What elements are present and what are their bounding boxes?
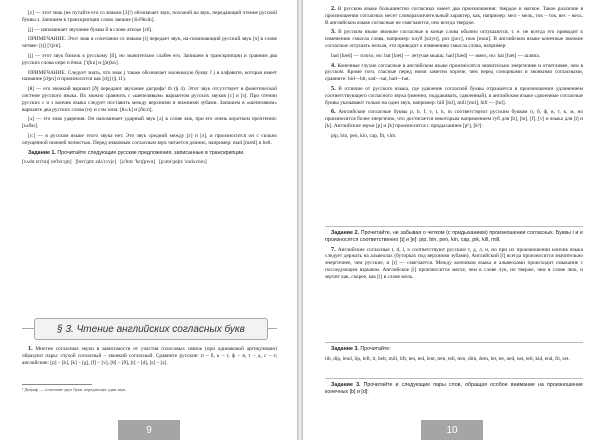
item-text: В русском языке звонкие согласные в конце слова обычно оглушаются, т. е. не всегда это приводит к изменению смысла слова, например: клуб [клуп], роз [рос], нож [нош]. В английском языке конечные звонкие согласные оглушать нельзя, это приводит к изменению смысла слова, например: [325,29,584,49]
paragraph: [j] — напоминает звучание буквы й в слове ателье [εtl]. [28,26,153,33]
page-number: 10 [421,420,483,440]
task-label: Задание 3. [331,382,361,388]
item-text: Конечные глухие согласные в английском языке произносятся значительно энергичнее и отчетливее, чем в русском. Кроме того, гласные перед ними заметно короче, чем перед сонорными и звонкими согласными, сравните: bid—bit, sad—sat, had—hat. [325,62,583,83]
footnote: ¹ Диграф — сочетание двух букв, передающее один звук. [22,387,127,392]
left-lower-text [22,346,277,369]
item-number: 3. [331,28,336,36]
numbered-paragraph [325,6,583,26]
divider [325,378,583,379]
right-task-block [325,382,583,399]
item-text: bad [bæd] — плохо, но: bat [bæt] — летучая мышь; had [hæd] — имел, но: hat [hæt] — шляпа. [331,52,541,59]
task-label: Задание 1. [28,149,56,156]
section-title: § 3. Чтение английских согласных букв [34,318,268,340]
transcription-line [22,159,277,166]
task-4 [325,382,583,396]
numbered-paragraph [22,346,277,366]
divider [325,342,583,343]
example-line [325,53,583,60]
task-text: Прочитайте и следующие пары слов, обращая особое внимание на произношение конечных [b] и [d]: [325,382,583,395]
item-number: 4. [331,61,336,69]
note-paragraph: ПРИМЕЧАНИЕ. Следует знать, что знак j также обозначает маленькую букву J j в алфавите, которая имеет название [dʒeɪ] и произносится как [dʒ] (§ 11). [22,69,277,83]
left-page [0,0,297,440]
paragraph: [ɛ:] — в русском языке этого звука нет. Это звук средний между [ɛ] и [э], и произносится он с сильно опущенной нижней челюстью. Перед знакомым согласным звук читается длинно, например: mad [mæd] и belt. [22,132,277,146]
item-text: Многие согласные звуки в зависимости от участия голосовых связок (при одинаковой артикуляции) образуют пары: глухой согласный – звонкий согласный. Сравните русские: п – б, к – г, ф – в, т – д, с – з; английские: [p] – [b], [k] – [g], [f] – [v], [θ] – [ð], [t] – [d], [s] – [z]. [22,346,277,366]
right-lower-text [325,230,583,284]
word-list: tib, dip, lend, lip, left, it, belt, mill, lift, ten, ted, lent, tem, tell, tem, dim, dem, let, tet, ned, net, tell, kid, end, fit, set. [325,355,570,362]
example-line [325,133,583,140]
section-header [22,318,277,340]
numbered-paragraph [325,63,583,83]
item-number: 7. [331,245,336,253]
page-number: 9 [118,420,180,440]
numbered-paragraph [325,109,583,129]
right-page [303,0,600,440]
left-page-text [22,10,277,169]
item-number: 5. [331,84,336,92]
transcription: [bɛrɪ'ɡɪtɛ zdʌ'rɔvjɛ] [75,159,117,166]
item-text: В русском языке большинство согласных имеет два произношения: твердое и мягкое. Такое различие в произношении согласных несет словоразличительный характер, как, например: мел – мель, ток – ток, вес – весь. В английском языке согласные не смягчаются, оно всегда твердое. [325,6,583,26]
item-text: Английские согласные буквы p, b, f, v, t, k, m соответствуют русским буквам п, б, ф, в, т, к, м, но произносятся более энергично, что достигается некоторым напряжением губ для [b], [m], [f], [v] и языка для [t] и [k]. Английские звуки [p] и [k] произносятся с придыханием [pʰ], [kʰ]: [325,109,583,129]
paragraph: [z] — этот знак (не путайте его со знаком [3]!) обозначает звук, похожий на звук, передающий чтение русской буквы з. Запишем в транскрипции слово заешие [з̆ɛǝ̆'θɛɑ̆n]. [22,10,277,23]
paragraph: [j] — этот звук близок к русскому [й], но значительно слабее его. Запишем в транскрипции и сравним два русских слова опре и ёнка: ['tʃkɒ] и [jɪtʃkɑ]. [22,52,277,66]
item-number: 1. [28,345,33,352]
right-task-block [325,346,583,366]
item-number: 2. [331,5,336,12]
item-text: В отличие от русского языка, где удвоение согласной буквы отражается в произношении удлинением соответствующего согласного звука (именно, поддакивать, сдвоенный), в английском языке сдвоенные согласные буквы указывают только на один звук, например: hill [hɪl], mill [mɪl], hill — [hɪl]. [325,85,583,106]
section-rule-right [268,328,277,329]
task-text: Прочитайте следующие русские предложения, записанные в транскрипции. [57,149,245,156]
task-label: Задание 2. [331,230,360,236]
task-1 [22,150,277,157]
transcription: [vʌdɑ ɛrɪ'tɑɪʃ nɐ'bʲɛ:ɡʊ] [22,159,72,166]
footnote-rule [22,384,92,385]
note-paragraph: ПРИМЕЧАНИЕ. Этот знак в сочетании со знаком [t] передает звук, на-поминающий русский звук [ч] в слове четвее: [tʃ] ['tʃɛtɪ]. [22,36,277,50]
numbered-paragraph [325,29,583,49]
transcription: [u'bɪtɛ 'bɛɪʃpɪvɑ] [120,159,156,166]
task-label: Задание 3. [331,346,359,352]
task-text: Прочитайте, не забывая о четком (с придыханием) произношении согласных. Буквы i и e произносятся соответственно [ɪ] и [e]: pip, bin, pen, kin, cap, pik, kill, mill. [325,230,583,243]
task-text: Прочитайте: [360,346,391,352]
divider [325,226,583,227]
task-2 [325,230,583,244]
section-rule-left [22,328,34,329]
paragraph: [θ] — его звонкий вариант [ð] передают звучание диграфа¹ th (§ 4). Этот звук отсутствует в фонетической системе русского языка. Их можно сравнить с «шепелявым» вариантом русских звуков [с] и [з]. При чтении русских с и з кончик языка следует поставить между верхними и нижними зубами. Запишем в «шепелявом» варианте два русских слова (ну и сэм зона: [θʌ:k] и [ðɒ:ɒ]. [22,86,277,113]
task-3 [325,346,583,353]
right-page-text [325,6,583,143]
item-text: Английские согласные t, d, l, n соответствуют русским т, д, л, н, но при их произношении кончик языка следует держать на альвеолах (буторках под верхними зубами). Английский [l] всегда произносится значительно энергичнее, чем русские, и [t] — смягчается. Между кончиком языка и альвеолами происходит смыкание с последующим взрывом. Английское [l] произносится мягче, чем в слове лук, но тверже, чем в слове люк, и звучит как, скорее, как [l] в слове мель. [325,246,584,280]
item-text: pip, bin, pen, kin, cap, fit, vim. [331,132,397,139]
item-number: 6. [331,108,336,116]
paragraph: [ʌ] — это знак ударения. Он напоминает ударный звук [ʌ] в слове заж, при его очень коротком прочтении: [sʌðar]. [22,116,277,130]
transcription: [pɔmɪ'ɡɑjtɛ 'sɑdʌvnɪu] [159,159,207,166]
numbered-paragraph [325,247,583,281]
numbered-paragraph [325,86,583,106]
